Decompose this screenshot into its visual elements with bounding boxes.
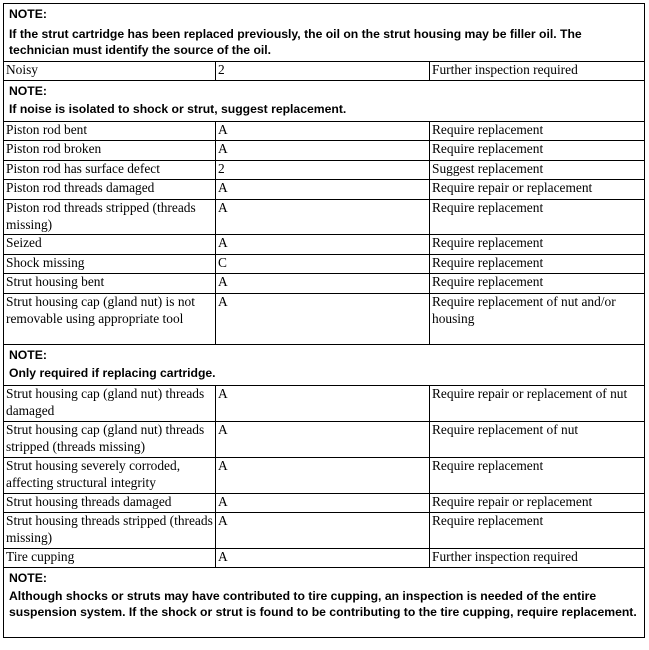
- table-row: [4, 141, 645, 161]
- table-row: [4, 294, 645, 345]
- cell-action: Require replacement: [430, 513, 645, 549]
- table-row: [4, 200, 645, 235]
- note-cell: [4, 568, 645, 638]
- note-row: [4, 568, 645, 638]
- cell-condition: Strut housing threads stripped (threads missing): [4, 513, 216, 549]
- note-cell: [4, 81, 645, 122]
- cell-action: Require repair or replacement: [430, 494, 645, 513]
- table-row: [4, 458, 645, 494]
- cell-condition: Strut housing threads damaged: [4, 494, 216, 513]
- note-cell: [4, 4, 645, 62]
- note-text: Only required if replacing cartridge.: [9, 365, 216, 380]
- cell-condition: Piston rod has surface defect: [4, 161, 216, 180]
- table-row: [4, 494, 645, 513]
- cell-action: Require repair or replacement: [430, 180, 645, 200]
- cell-code: C: [216, 255, 430, 274]
- inspection-table: [3, 3, 645, 638]
- note-label: NOTE:: [9, 84, 47, 98]
- note-label: NOTE:: [9, 348, 47, 362]
- table-row: [4, 255, 645, 274]
- cell-action: Further inspection required: [430, 549, 645, 568]
- cell-code: 2: [216, 161, 430, 180]
- cell-action: Require replacement of nut: [430, 422, 645, 458]
- cell-condition: Piston rod broken: [4, 141, 216, 161]
- table-row: [4, 549, 645, 568]
- cell-condition: Strut housing bent: [4, 274, 216, 294]
- cell-code: A: [216, 141, 430, 161]
- cell-action: Require replacement: [430, 200, 645, 235]
- note-text: Although shocks or struts may have contributed to tire cupping, an inspection is needed of the entire suspension system. If the shock or strut is found to be contributing to the tire cupping, require replacement.: [9, 588, 637, 619]
- cell-code: A: [216, 549, 430, 568]
- cell-code: A: [216, 513, 430, 549]
- cell-condition: Seized: [4, 235, 216, 255]
- cell-code: A: [216, 200, 430, 235]
- cell-code: A: [216, 235, 430, 255]
- note-row: [4, 345, 645, 386]
- cell-action: Require replacement: [430, 122, 645, 141]
- note-row: [4, 4, 645, 62]
- cell-code: A: [216, 180, 430, 200]
- cell-condition: Strut housing cap (gland nut) threads stripped (threads missing): [4, 422, 216, 458]
- cell-code: A: [216, 122, 430, 141]
- cell-condition: Piston rod threads damaged: [4, 180, 216, 200]
- cell-action: Suggest replacement: [430, 161, 645, 180]
- cell-action: Require replacement: [430, 255, 645, 274]
- cell-condition: Noisy: [4, 62, 216, 81]
- table-row: [4, 513, 645, 549]
- table-row: [4, 386, 645, 422]
- cell-code: A: [216, 274, 430, 294]
- table-row: [4, 180, 645, 200]
- cell-condition: Strut housing cap (gland nut) is not removable using appropriate tool: [4, 294, 216, 345]
- cell-action: Further inspection required: [430, 62, 645, 81]
- table-row: [4, 422, 645, 458]
- note-label: NOTE:: [9, 7, 47, 21]
- note-label: NOTE:: [9, 571, 47, 585]
- cell-action: Require replacement: [430, 458, 645, 494]
- note-text: If the strut cartridge has been replaced previously, the oil on the strut housing may be filler oil. The technician must identify the source of the oil.: [9, 26, 582, 57]
- cell-action: Require replacement of nut and/or housing: [430, 294, 645, 345]
- note-cell: [4, 345, 645, 386]
- note-row: [4, 81, 645, 122]
- cell-condition: Shock missing: [4, 255, 216, 274]
- cell-code: A: [216, 494, 430, 513]
- cell-action: Require repair or replacement of nut: [430, 386, 645, 422]
- cell-action: Require replacement: [430, 235, 645, 255]
- table-row: [4, 274, 645, 294]
- table-row: [4, 161, 645, 180]
- table-row: [4, 62, 645, 81]
- cell-condition: Strut housing severely corroded, affecting structural integrity: [4, 458, 216, 494]
- cell-code: A: [216, 294, 430, 345]
- cell-code: A: [216, 458, 430, 494]
- table-row: [4, 235, 645, 255]
- cell-code: A: [216, 422, 430, 458]
- note-text: If noise is isolated to shock or strut, suggest replacement.: [9, 101, 347, 116]
- table-row: [4, 122, 645, 141]
- cell-condition: Strut housing cap (gland nut) threads damaged: [4, 386, 216, 422]
- cell-code: A: [216, 386, 430, 422]
- cell-action: Require replacement: [430, 274, 645, 294]
- cell-condition: Piston rod threads stripped (threads missing): [4, 200, 216, 235]
- cell-action: Require replacement: [430, 141, 645, 161]
- cell-code: 2: [216, 62, 430, 81]
- cell-condition: Piston rod bent: [4, 122, 216, 141]
- cell-condition: Tire cupping: [4, 549, 216, 568]
